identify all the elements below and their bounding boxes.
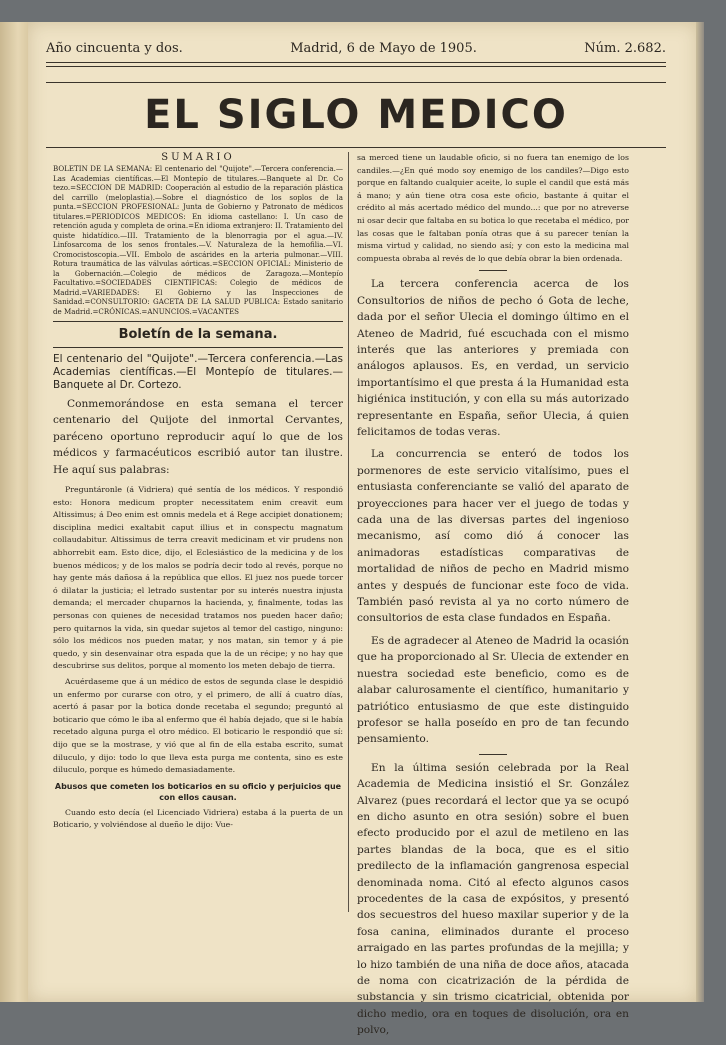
masthead-rule [46, 82, 666, 83]
intro-paragraph: Conmemorándose en esta semana el tercer centenario del Quijote del inmortal Cervantes, paréceno oportuno reproducir aquí lo que de los médicos y farmacéuticos escribió autor tan ilustre. He aquí sus palabras: [53, 398, 343, 476]
abusos-paragraph: Cuando esto decía (el Licenciado Vidriera) estaba á la puerta de un Boticario, y volviéndose al dueño le dijo: Vue- [53, 807, 343, 830]
right-paragraph-1: La tercera conferencia acerca de los Consultorios de niños de pecho ó Gota de leche, dada por el señor Ulecia el domingo último en el Ateneo de Madrid, fué escuchada con el mismo interés que las anteriores y premiada con análogos aplausos. Es, en verdad, un servicio importantísimo el que presta á la Humanidad esta higiénica institución, y con ella su más autorizado representante en España, señor Ulecia, á quien felicitamos de todas veras. [357, 278, 629, 438]
masthead-rule-bottom [46, 147, 666, 148]
article-subtitle: El centenario del "Quijote".—Tercera conferencia.—Las Academias científicas.—El Montepío de titulares.—Banquete al Dr. Cortezo. [53, 353, 343, 391]
masthead-title: EL SIGLO MEDICO [144, 92, 568, 138]
issue-number: Núm. 2.682. [584, 41, 666, 56]
header-line [46, 41, 666, 56]
right-paragraph-3: Es de agradecer al Ateneo de Madrid la ocasión que ha proporcionado al Sr. Ulecia de extender en nuestra sociedad este beneficio, como es de alabar calurosamente el científico, humanitario y patriótico entusiasmo de que este distinguido profesor se halla poseído en pro de tan fecundo pensamiento. [357, 634, 629, 746]
sumario-heading: SUMARIO [161, 152, 235, 163]
section-rule-2 [53, 347, 343, 348]
header-rule-top [46, 62, 666, 63]
section-title: Boletín de la semana. [118, 327, 278, 342]
right-paragraph-4: En la última sesión celebrada por la Real Academia de Medicina insistió el Sr. González Alvarez (pues recordará el lector que ya se ocupó en dicho asunto en otra sesión) sobre el buen efecto producido por el azul de metileno en las partes blandas de la boca, que es el sitio predilecto de la inflamación gangrenosa especial denominada noma. Citó al efecto algunos casos procedentes de la casa de expósitos, y presentó dos secuestros del hueso maxilar superior y de la fosa canina, eliminados durante el proceso arraigado en las partes profundas de la mejilla; y lo hizo también de una niña de doce años, atacada de noma con cicatrización de la pérdida de substancia y sin trismo cicatricial, obtenida por dicho medio, ora en toques de disolución, ora en polvo, [357, 761, 629, 1037]
right-paragraph-0: sa merced tiene un laudable oficio, si no fuera tan enemigo de los candiles.—¿En qué modo soy enemigo de los candiles?—Digo esto porque en faltando cualquier aceite, lo suple el candil que está más á mano; y aún tiene otra cosa este oficio, bastante á quitar el crédito al más acertado médico del mundo...: que por no atreverse ni osar decir que faltaba en su botica lo que recetaba el médico, por las cosas que le faltaban ponía otras que á su parecer tenían la misma virtud y calidad, no siendo así; y con esto la medicina mal compuesta obraba al revés de lo que debía obrar la bien ordenada. [357, 153, 629, 263]
right-column [357, 152, 629, 1045]
right-paragraph-2: La concurrencia se enteró de todos los pormenores de este servicio vitalísimo, pues el entusiasta conferenciante se valió del aparato de proyecciones para hacer ver el juego de todas y cada una de las diversas partes del ingenioso mecanismo, así como dió á conocer las animadoras estadísticas comparativas de mortalidad de niños de pecho en Madrid mismo antes y después de funcionar este foco de vida. También pasó revista al ya no corto número de consultorios de esta clase fundados en España. [357, 448, 629, 625]
binding-gutter [0, 22, 30, 1002]
page-edge [696, 22, 704, 1002]
abusos-heading: Abusos que cometen los boticarios en su oficio y perjuicios que con ellos causan. [54, 781, 342, 802]
year-label: Año cincuenta y dos. [46, 41, 183, 56]
quote-paragraph-1: Preguntáronle (á Vidriera) qué sentía de los médicos. Y respondió esto: Honora medicum propter necessitatem enim creavit eum Altissimus; á Deo enim est omnis medela et á Rege accipiet donationem; disciplina medici exaltabit caput illius et in conspectu magnatum collaudabitur. Altissimus de terra creavit medicinam et vir prudens non abhorrebit eam. Esto dice, dijo, el Eclesiástico de la medicina y de los buenos médicos; y de los malos se podría decir todo al revés, porque no hay gente más dañosa á la república que ellos. El juez nos puede torcer ó dilatar la justicia; el letrado sustentar por su interés nuestra injusta demanda; el mercader chuparnos la hacienda, y, finalmente, todas las personas con quienes de necesidad tratamos nos pueden hacer daño; pero quitarnos la vida, sin quedar sujetos al temor del castigo, ninguno: sólo los médicos nos pueden matar, y nos matan, sin temor y á pie quedo, y sin desenvainar otra espada que la de un récipe; y no hay que descubrirse sus delitos, porque al momento los meten debajo de tierra. [53, 485, 343, 671]
separator-2 [479, 754, 507, 755]
section-rule [53, 321, 343, 322]
header-rule-top-2 [46, 66, 666, 67]
left-column [53, 152, 343, 835]
column-divider [348, 152, 349, 912]
dateline: Madrid, 6 de Mayo de 1905. [290, 41, 477, 56]
separator-1 [479, 270, 507, 271]
quote-paragraph-2: Acuérdaseme que á un médico de estos de segunda clase le despidió un enfermo por curarse con otro, y el primero, de allí á cuatro días, acertó á pasar por la botica donde recetaba el segundo; preguntó al boticario que cómo le iba al enfermo que él había dejado, que si le había recetado alguna purga el otro médico. El boticario le respondió que sí: dijo que se la mostrase, y vió que al fin de ella estaba escrito, sumat diluculo, y dijo: todo lo que lleva esta purga me contenta, sino es este diluculo, porque es húmedo demasiadamente. [53, 676, 343, 775]
sumario-text: BOLETIN DE LA SEMANA: El centenario del "Quijote".—Tercera conferencia.—Las Academias científicas.—El Montepío de titulares.—Banquete al Dr. Co tezo.=SECCION DE MADRID: Cooperación al estudio de la reparación plástica del carrillo (meloplastia).—Sobre el diagnóstico de los soplos de la punta.=SECCION PROFESIONAL: Junta de Gobierno y Patronato de médicos titulares.=PERIODICOS MEDICOS: En idioma castellano: I. Un caso de retención aguda y completa de orina.=En idioma extranjero: II. Tratamiento del quiste hidatídico.—III. Tratamiento de la blenorragia por el agua.—IV. Linfosarcoma de los senos frontales.—V. Naturaleza de la hemofilia.—VI. Cromocistoscopia.—VII. Embolo de ascárides en la arteria pulmonar.—VIII. Rotura traumática de las válvulas aórticas.=SECCION OFICIAL: Ministerio de la Gobernación.—Colegio de médicos de Zaragoza.—Montepío Facultativo.=SOCIEDADES CIENTIFICAS: Colegio de médicos de Madrid.=VARIEDADES: El Gobierno y las Inspecciones de Sanidad.=CONSULTORIO: GACETA DE LA SALUD PUBLICA: Estado sanitario de Madrid.=CRÓNICAS.=ANUNCIOS.=VACANTES [53, 164, 343, 316]
